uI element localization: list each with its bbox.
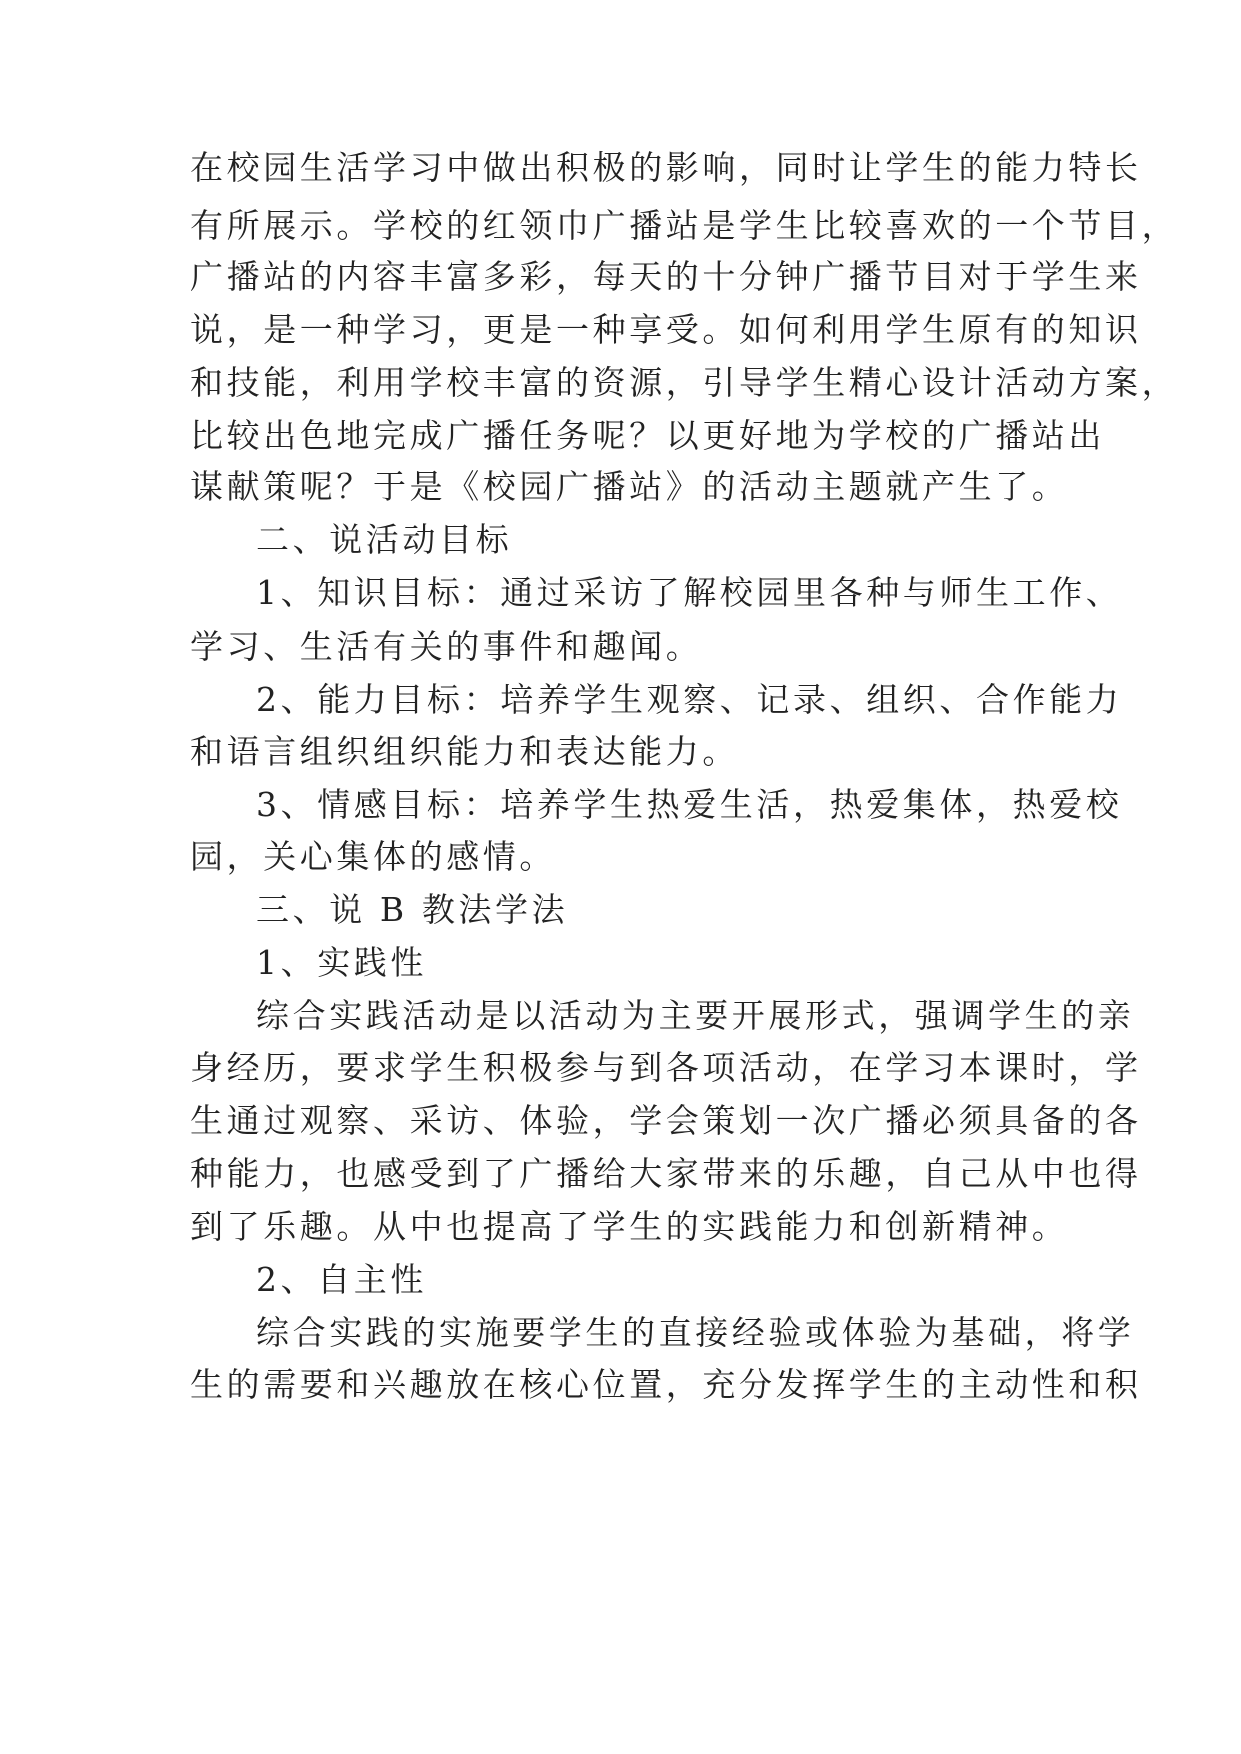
body-text-line: 身经历，要求学生积极参与到各项活动，在学习本课时，学	[190, 1048, 1142, 1087]
body-text-line: 生的需要和兴趣放在核心位置，充分发挥学生的主动性和积	[190, 1365, 1142, 1404]
body-text-line: 比较出色地完成广播任务呢？以更好地为学校的广播站出	[190, 416, 1105, 455]
body-text-line: 生通过观察、采访、体验，学会策划一次广播必须具备的各	[190, 1101, 1142, 1140]
section-heading: 三、说 B 教法学法	[256, 890, 569, 929]
body-text-line: 2、能力目标：培养学生观察、记录、组织、合作能力	[256, 680, 1123, 719]
body-text-line: 综合实践的实施要学生的直接经验或体验为基础，将学	[256, 1313, 1135, 1352]
body-text-line: 和语言组织组织能力和表达能力。	[190, 732, 739, 771]
section-heading: 二、说活动目标	[256, 520, 513, 559]
body-text-line: 园，关心集体的感情。	[190, 837, 556, 876]
body-text-line: 学习、生活有关的事件和趣闻。	[190, 627, 703, 666]
body-text-line: 有所展示。学校的红领巾广播站是学生比较喜欢的一个节目，	[190, 206, 1179, 245]
subsection-heading: 1、实践性	[256, 943, 427, 982]
body-text-line: 说，是一种学习，更是一种享受。如何利用学生原有的知识	[190, 310, 1142, 349]
body-text-line: 种能力，也感受到了广播给大家带来的乐趣，自己从中也得	[190, 1154, 1142, 1193]
subsection-heading: 2、自主性	[256, 1260, 427, 1299]
body-text-line: 3、情感目标：培养学生热爱生活，热爱集体，热爱校	[256, 785, 1123, 824]
body-text-line: 到了乐趣。从中也提高了学生的实践能力和创新精神。	[190, 1207, 1069, 1246]
body-text-line: 1、知识目标：通过采访了解校园里各种与师生工作、	[256, 573, 1123, 612]
body-text-line: 综合实践活动是以活动为主要开展形式，强调学生的亲	[256, 996, 1135, 1035]
document-page	[190, 0, 1179, 1754]
body-text-line: 广播站的内容丰富多彩，每天的十分钟广播节目对于学生来	[190, 257, 1142, 296]
body-text-line: 谋献策呢？于是《校园广播站》的活动主题就产生了。	[190, 467, 1069, 506]
body-text-line: 在校园生活学习中做出积极的影响，同时让学生的能力特长	[190, 148, 1142, 187]
body-text-line: 和技能，利用学校丰富的资源，引导学生精心设计活动方案，	[190, 363, 1179, 402]
